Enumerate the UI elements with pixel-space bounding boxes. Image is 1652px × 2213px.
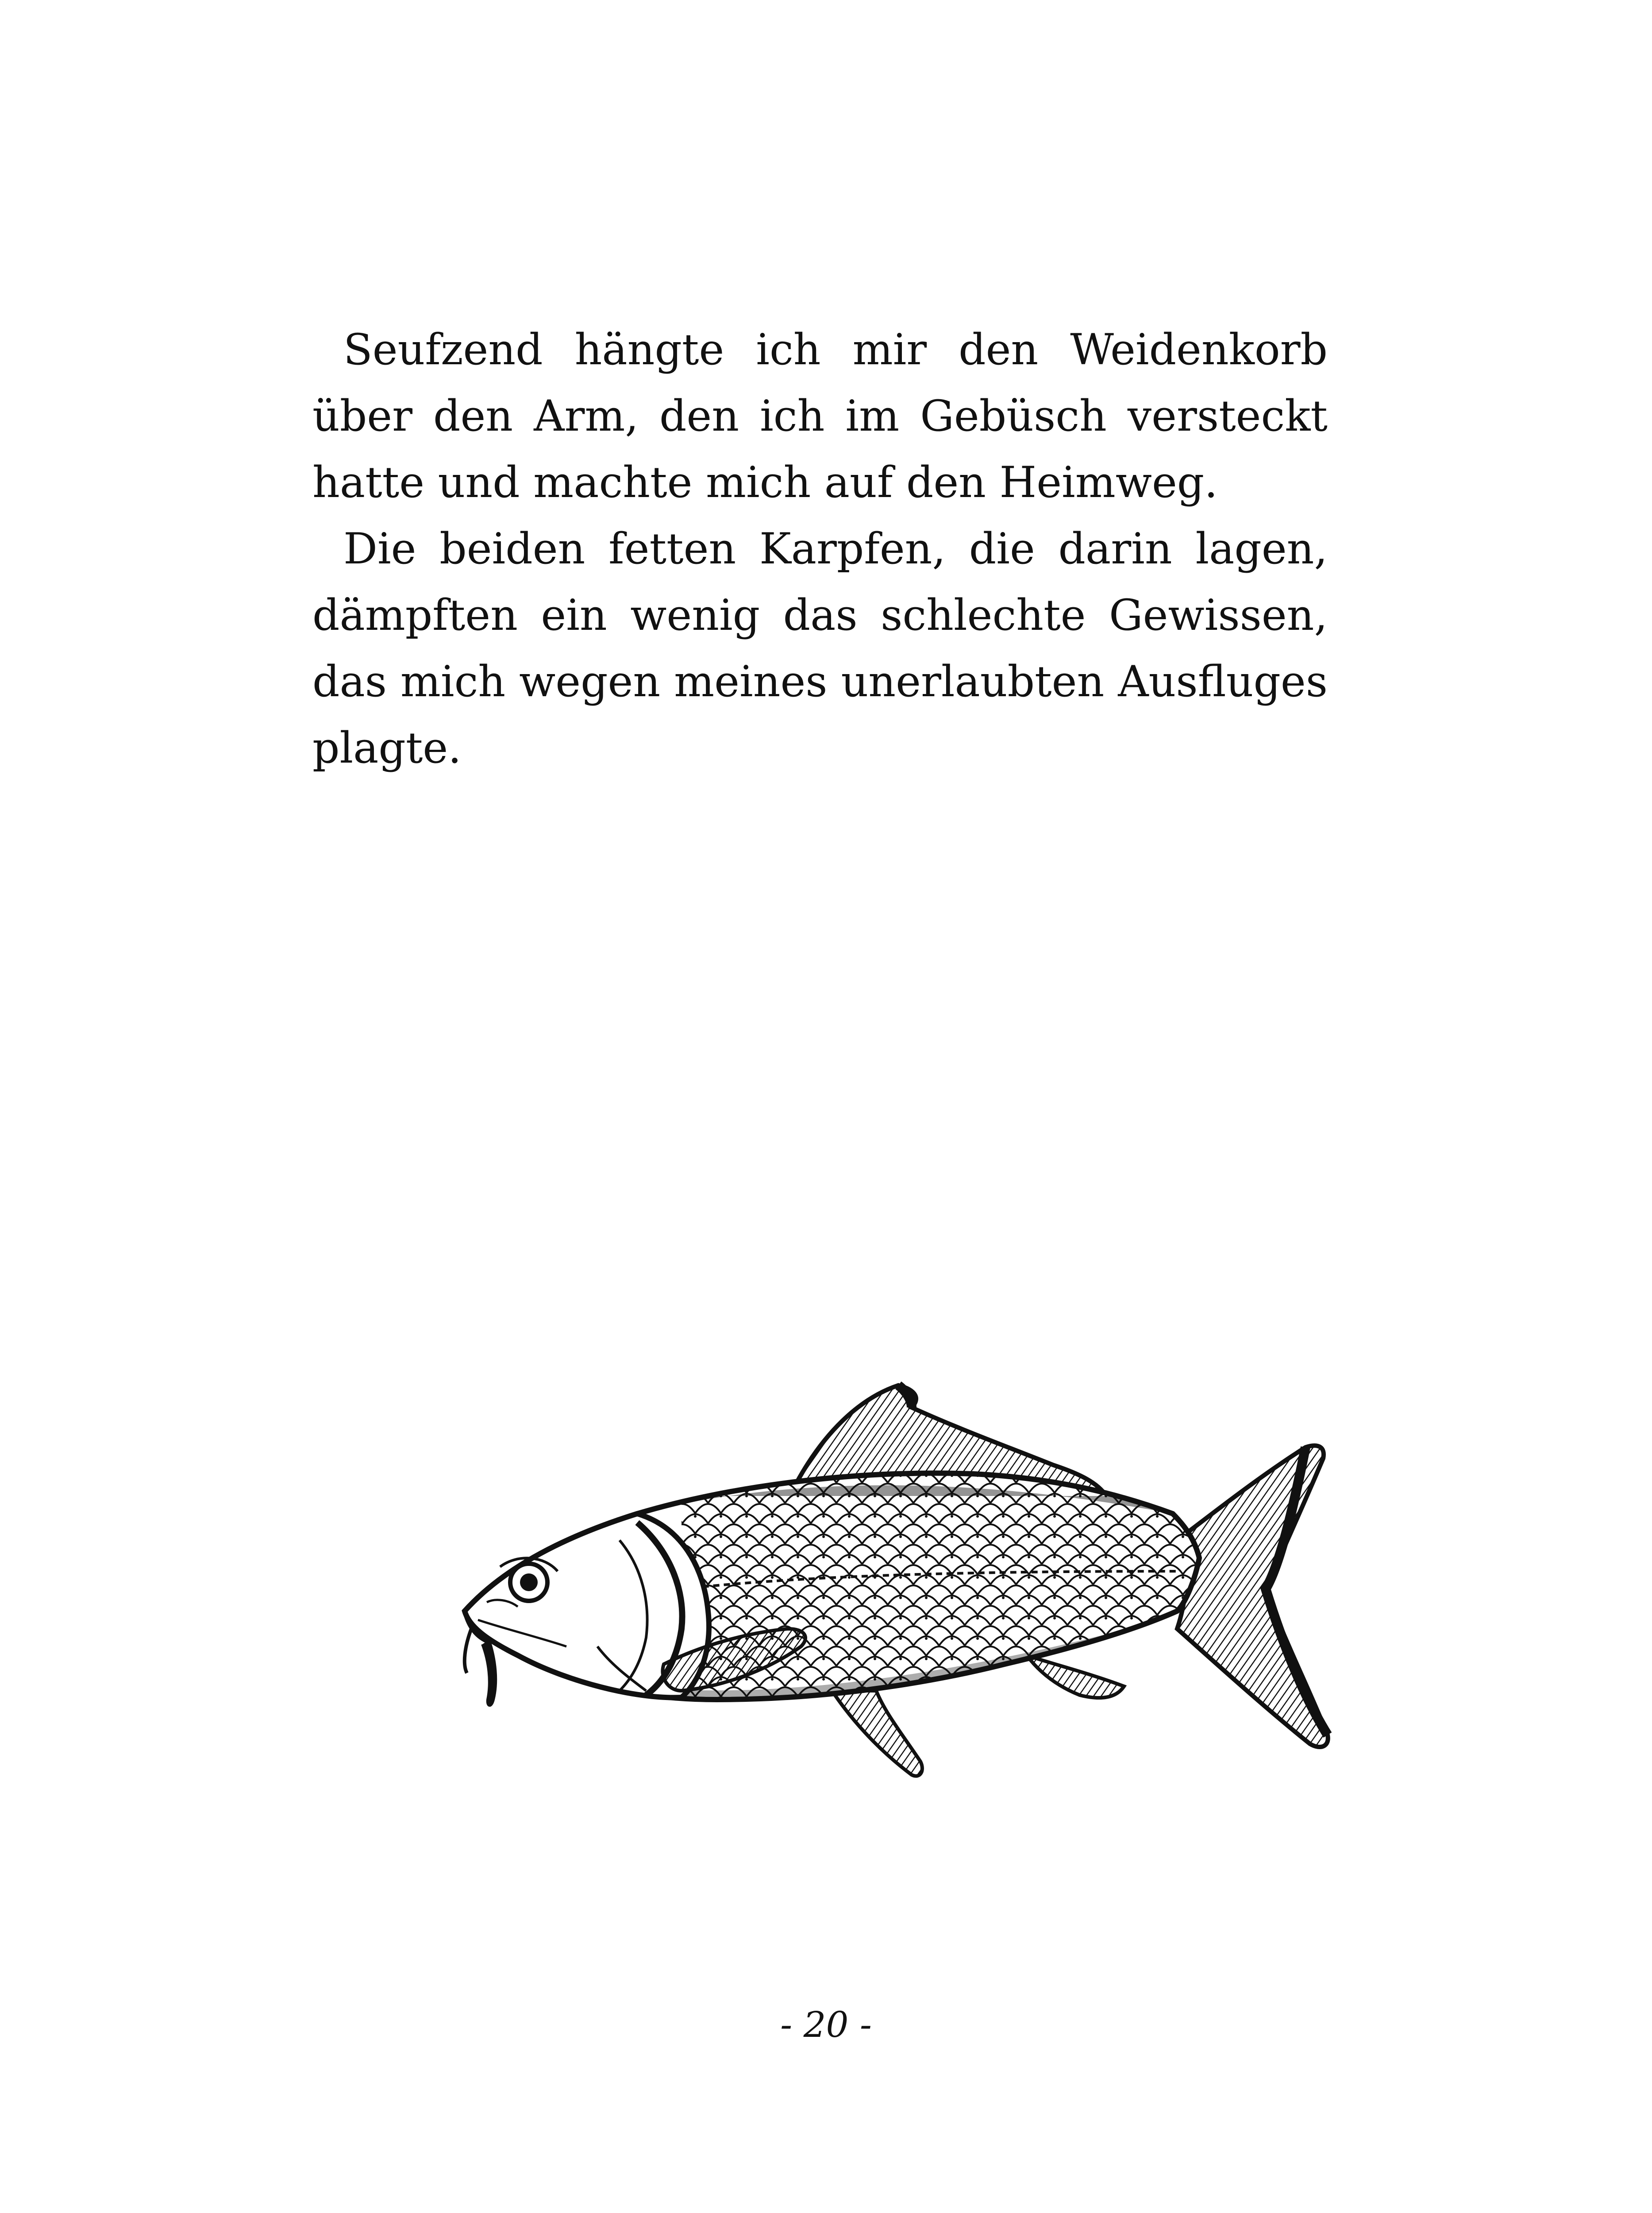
- paragraph: Die beiden fetten Karpfen, die darin lagen, dämpften ein wenig das schlechte Gewissen, das mich wegen meines unerlaubten Ausfluges plagte.: [312, 524, 1328, 773]
- pelvic-fin: [832, 1691, 922, 1776]
- page-number: - 20 -: [780, 2004, 872, 2045]
- body-text: [312, 316, 1328, 781]
- anal-fin: [1027, 1655, 1124, 1698]
- paragraph: Seufzend hängte ich mir den Weidenkorb über den Arm, den ich im Gebüsch versteckt hatte und machte mich auf den Heimweg.: [312, 325, 1328, 507]
- carp-fish-icon: [451, 1381, 1345, 1815]
- barbel: [482, 1640, 496, 1705]
